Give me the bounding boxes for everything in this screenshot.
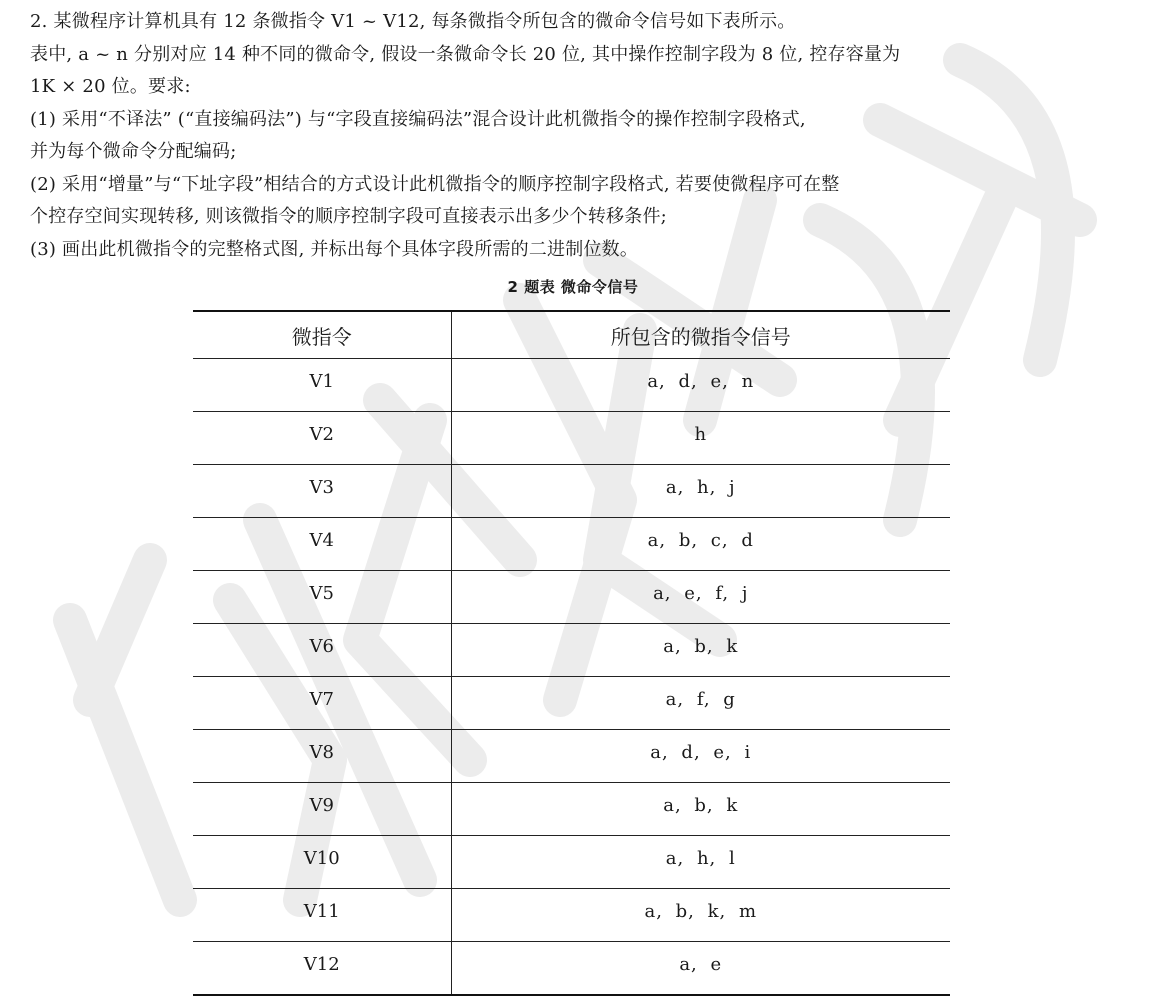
table-row: [193, 942, 950, 996]
problem-statement: [30, 6, 1140, 266]
signals-cell: a, f, g: [451, 677, 950, 730]
microinstruction-cell: V7: [193, 677, 451, 730]
table-row: [193, 412, 950, 465]
problem-line-capacity: 1K × 20 位。要求:: [30, 76, 191, 97]
signals-cell: a, e: [451, 942, 950, 996]
table-row: [193, 518, 950, 571]
signals-cell: h: [451, 412, 950, 465]
microinstruction-cell: V3: [193, 465, 451, 518]
column-header-signals: 所包含的微指令信号: [451, 311, 950, 359]
signals-cell: a, d, e, n: [451, 359, 950, 412]
problem-line-intro: 2. 某微程序计算机具有 12 条微指令 V1 ~ V12, 每条微指令所包含的微命令信号如下表所示。: [30, 11, 796, 32]
microinstruction-cell: V10: [193, 836, 451, 889]
signals-cell: a, b, c, d: [451, 518, 950, 571]
signals-cell: a, e, f, j: [451, 571, 950, 624]
microinstruction-cell: V11: [193, 889, 451, 942]
microinstruction-cell: V2: [193, 412, 451, 465]
table-caption: 2 题表 微命令信号: [507, 278, 639, 296]
requirement-2: (2) 采用“增量”与“下址字段”相结合的方式设计此机微指令的顺序控制字段格式, 若要使微程序可在整: [30, 173, 840, 195]
column-header-microinstruction: 微指令: [193, 311, 451, 359]
microinstruction-cell: V1: [193, 359, 451, 412]
requirement-2-cont: 个控存空间实现转移, 则该微指令的顺序控制字段可直接表示出多少个转移条件;: [30, 206, 667, 227]
table-row: [193, 624, 950, 677]
microinstruction-cell: V4: [193, 518, 451, 571]
signals-cell: a, d, e, i: [451, 730, 950, 783]
table-row: [193, 783, 950, 836]
signals-cell: a, b, k, m: [451, 889, 950, 942]
table-row: [193, 730, 950, 783]
signals-cell: a, h, l: [451, 836, 950, 889]
table-header-row: [193, 311, 950, 359]
requirement-1: (1) 采用“不译法” (“直接编码法”) 与“字段直接编码法”混合设计此机微指令的操作控制字段格式,: [30, 108, 806, 130]
microinstruction-cell: V8: [193, 730, 451, 783]
table-row: [193, 571, 950, 624]
table-row: [193, 836, 950, 889]
microinstruction-cell: V6: [193, 624, 451, 677]
problem-line-table-note: 表中, a ~ n 分别对应 14 种不同的微命令, 假设一条微命令长 20 位, 其中操作控制字段为 8 位, 控存容量为: [30, 43, 901, 65]
micro-command-table: [193, 310, 950, 996]
signals-cell: a, h, j: [451, 465, 950, 518]
table-row: [193, 677, 950, 730]
signals-cell: a, b, k: [451, 783, 950, 836]
signals-cell: a, b, k: [451, 624, 950, 677]
table-row: [193, 889, 950, 942]
microinstruction-cell: V12: [193, 942, 451, 996]
table-row: [193, 359, 950, 412]
requirement-3: (3) 画出此机微指令的完整格式图, 并标出每个具体字段所需的二进制位数。: [30, 238, 639, 260]
microinstruction-cell: V9: [193, 783, 451, 836]
microinstruction-cell: V5: [193, 571, 451, 624]
requirement-1-cont: 并为每个微命令分配编码;: [30, 141, 237, 162]
table-row: [193, 465, 950, 518]
